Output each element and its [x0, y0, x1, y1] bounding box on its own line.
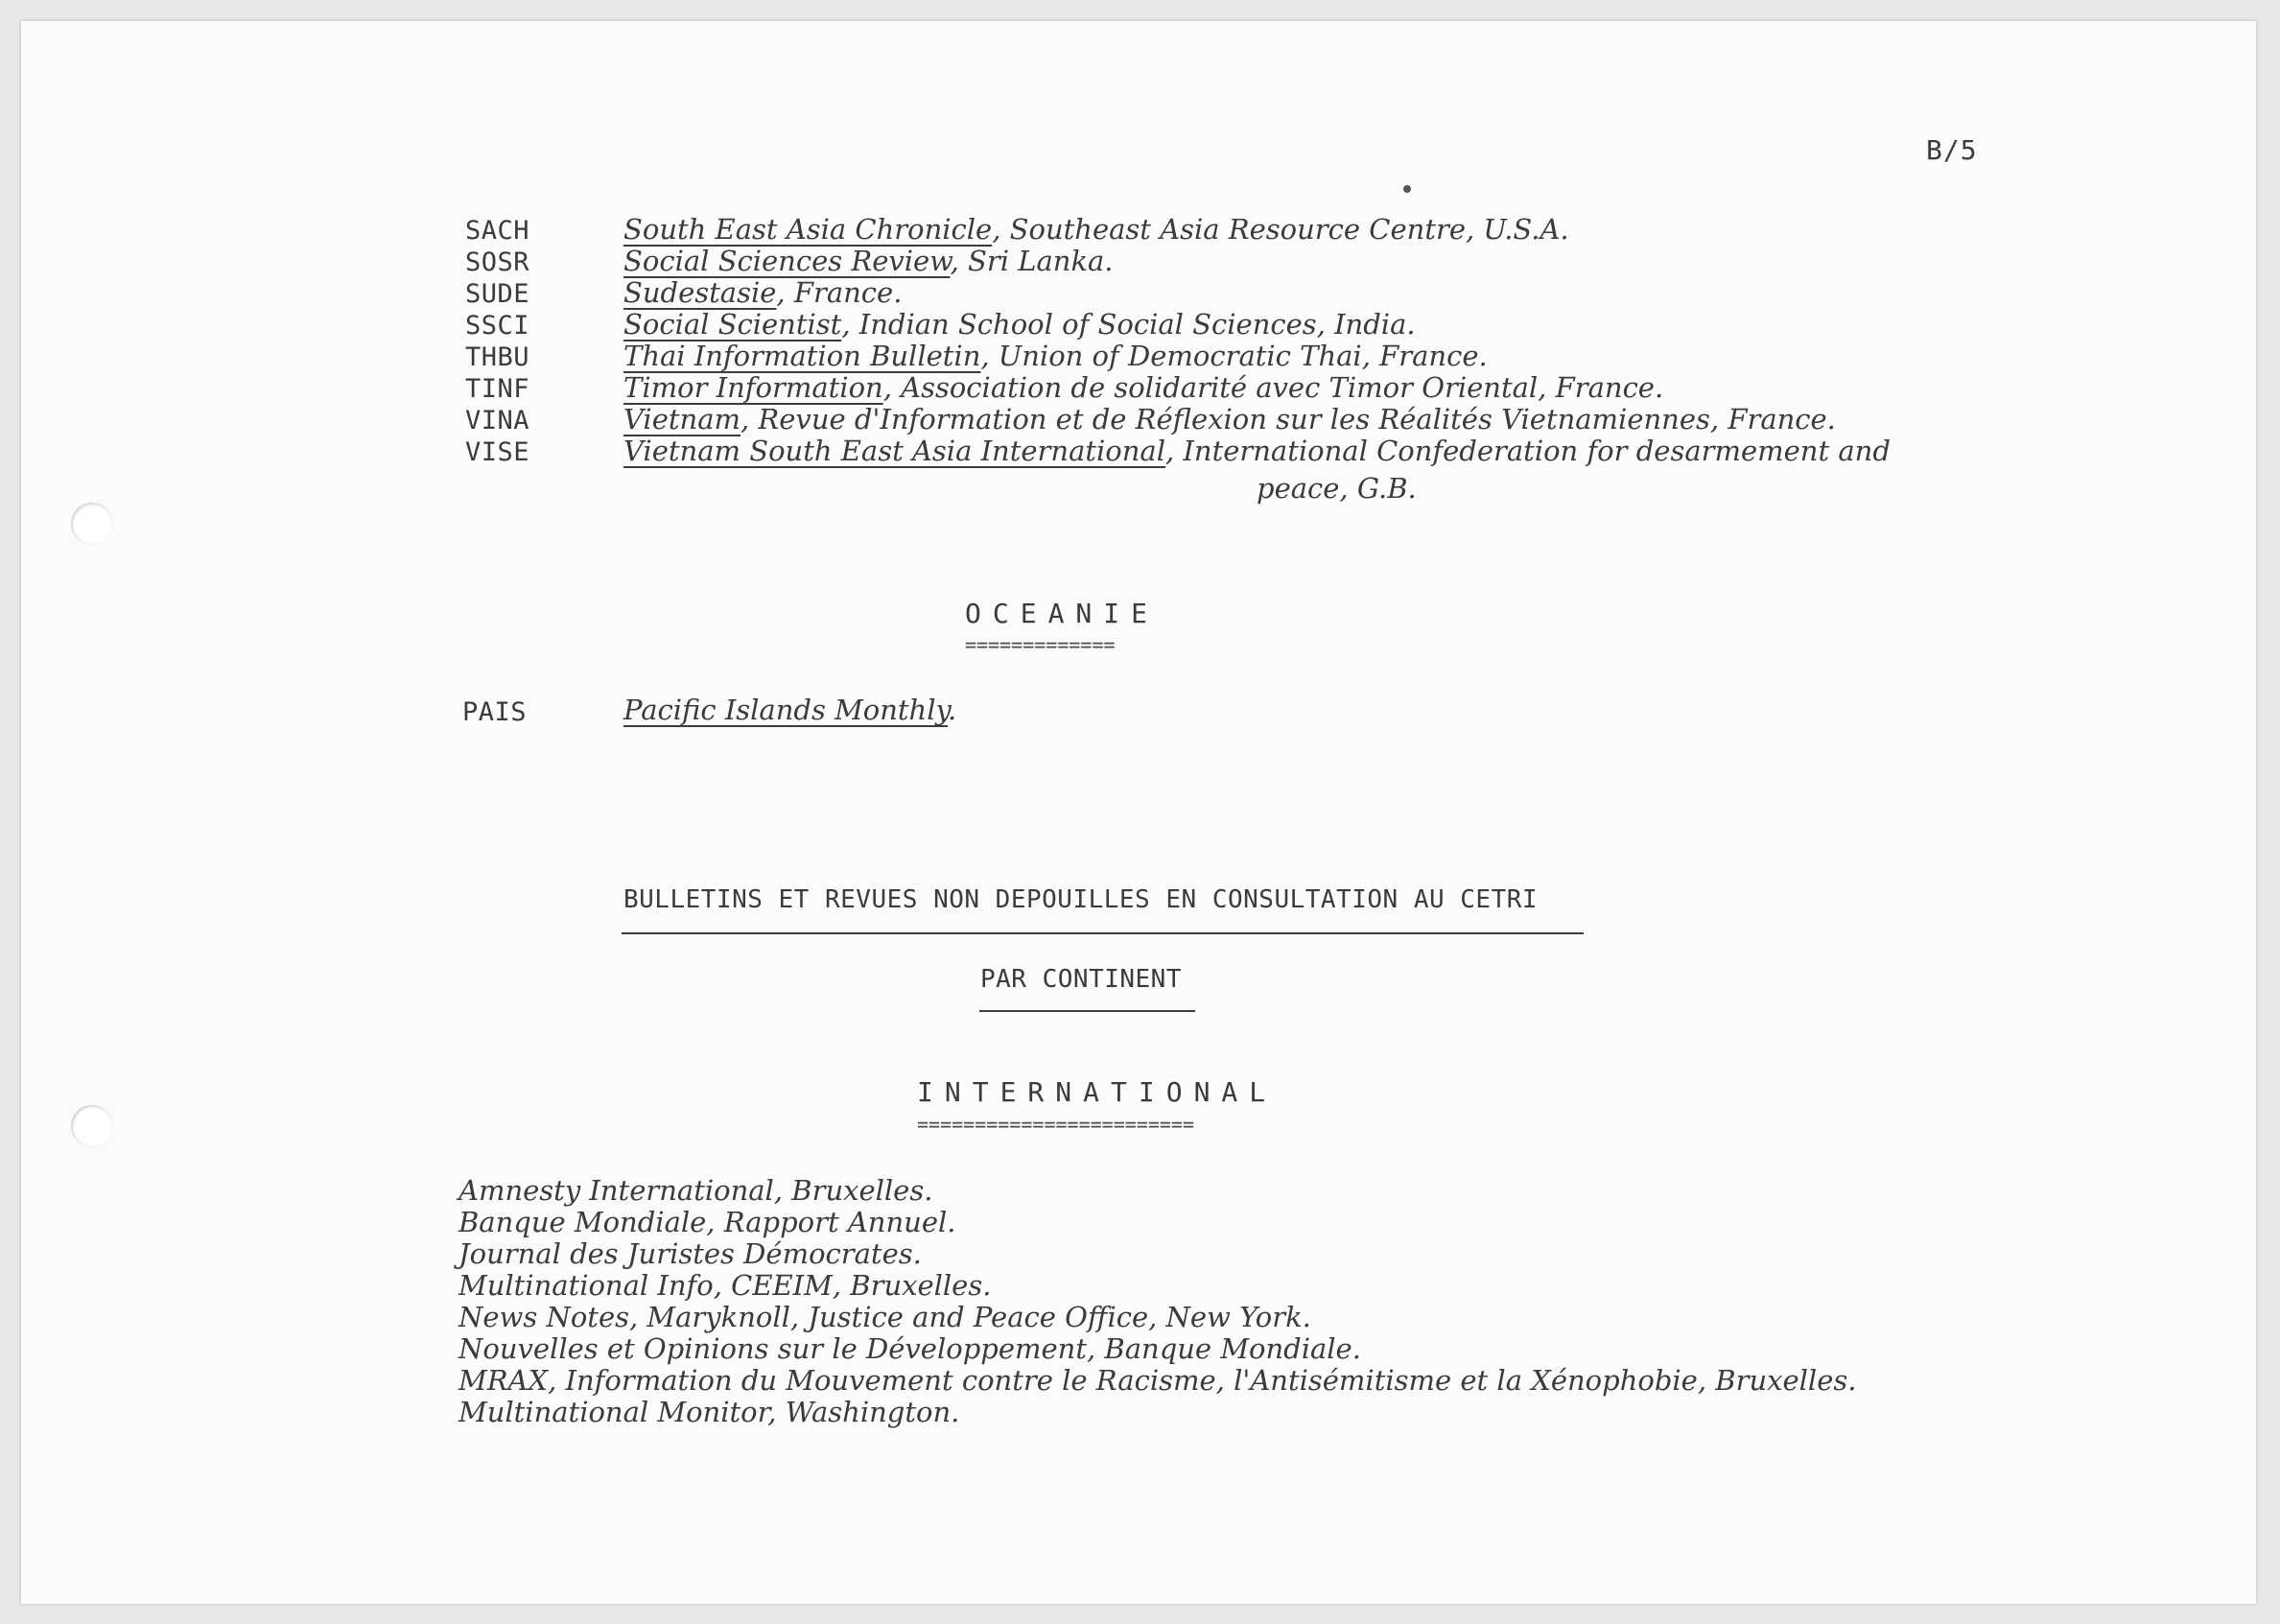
entry-details: , France. [776, 276, 903, 309]
entry-text [623, 340, 1488, 372]
entry-title: Thai Information Bulletin [623, 340, 981, 372]
entry-title: Vietnam South East Asia International [623, 435, 1165, 467]
non-depouilles-underline [622, 932, 1584, 934]
entry-code: PAIS [462, 697, 528, 727]
list-item: MRAX, Information du Mouvement contre le Racisme, l'Antisémitisme et la Xénophobie, Bruxelles. [458, 1364, 1857, 1397]
entry-text [623, 694, 956, 726]
entry-details: , Southeast Asia Resource Centre, U.S.A. [992, 213, 1569, 246]
entry-text [623, 403, 1836, 435]
entry-title: Social Scientist [623, 308, 842, 341]
entry-details: , Union of Democratic Thai, France. [980, 340, 1488, 372]
entry-title: Vietnam [623, 403, 740, 435]
oceanie-heading: OCEANIE [965, 598, 1160, 629]
entry-title: South East Asia Chronicle [623, 213, 993, 246]
entry-code: VINA [465, 406, 530, 435]
entry-title: Pacific Islands Monthly [623, 694, 949, 726]
entry-code: SSCI [465, 311, 530, 341]
entry-code: SOSR [465, 247, 530, 277]
entry-text [623, 371, 1663, 404]
entry-details: , Association de solidarité avec Timor Oriental, France. [882, 371, 1664, 404]
list-item: Multinational Monitor, Washington. [458, 1396, 960, 1428]
entry-details: , Revue d'Information et de Réflexion sur les Réalités Vietnamiennes, France. [740, 403, 1836, 435]
par-continent-heading: PAR CONTINENT [980, 965, 1182, 994]
entry-code: SACH [465, 216, 530, 246]
list-item: Banque Mondiale, Rapport Annuel. [458, 1206, 956, 1238]
entry-text [623, 276, 902, 309]
entry-title: Sudestasie [623, 276, 777, 309]
par-continent-underline [979, 1010, 1195, 1012]
entry-text [623, 435, 1891, 467]
international-heading-underline: ======================== [917, 1113, 1194, 1136]
entry-title: Timor Information [623, 371, 883, 404]
entry-code: TINF [465, 374, 530, 404]
entry-text [623, 308, 1416, 341]
list-item: Amnesty International, Bruxelles. [458, 1174, 933, 1207]
entry-details: , Sri Lanka. [950, 245, 1114, 277]
entry-details: , Indian School of Social Sciences, India. [841, 308, 1416, 341]
list-item: News Notes, Maryknoll, Justice and Peace Office, New York. [458, 1301, 1311, 1333]
oceanie-heading-underline: ============= [965, 633, 1116, 656]
punch-hole-top [71, 503, 113, 545]
list-item: Journal des Juristes Démocrates. [458, 1237, 922, 1270]
entry-code: THBU [465, 342, 530, 372]
entry-details: . [948, 694, 957, 726]
entry-text [623, 245, 1114, 277]
entry-details: , International Confederation for desarmement and [1165, 435, 1891, 467]
page-number: B/5 [1926, 134, 1978, 166]
punch-hole-bottom [71, 1105, 113, 1147]
non-depouilles-heading: BULLETINS ET REVUES NON DEPOUILLES EN CONSULTATION AU CETRI [623, 885, 1539, 914]
entry-code: SUDE [465, 279, 530, 309]
entry-title: Social Sciences Review [623, 245, 951, 277]
ink-dot [1403, 185, 1411, 193]
entry-code: VISE [465, 437, 530, 467]
list-item: Multinational Info, CEEIM, Bruxelles. [458, 1269, 992, 1302]
entry-text [623, 213, 1569, 246]
international-heading: INTERNATIONAL [917, 1076, 1278, 1108]
list-item: Nouvelles et Opinions sur le Développement, Banque Mondiale. [458, 1332, 1361, 1365]
entry-continuation: peace, G.B. [1257, 472, 1417, 505]
